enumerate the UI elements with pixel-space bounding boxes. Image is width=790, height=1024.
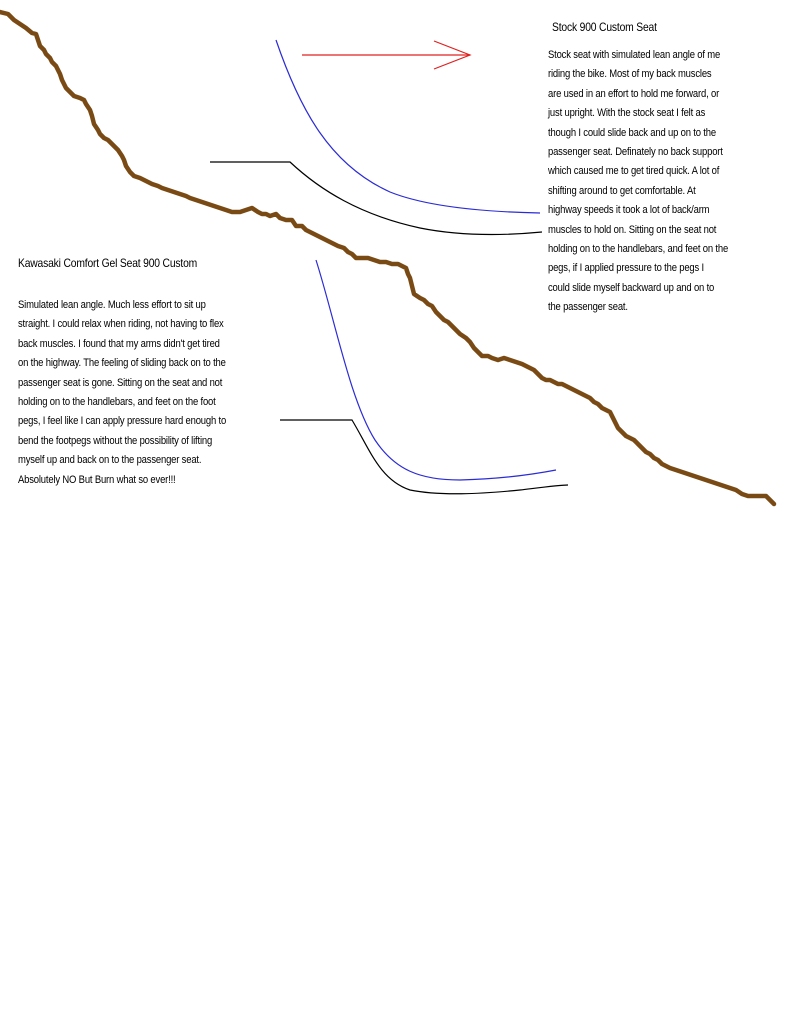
- direction-arrow: [302, 41, 470, 69]
- gel-seat-cushion-outline: [316, 260, 556, 480]
- gel-seat-title: Kawasaki Comfort Gel Seat 900 Custom: [18, 256, 198, 270]
- stock-seat-description: Stock seat with simulated lean angle of me riding the bike. Most of my back muscles are used in an effort to hold me forward, or just upright. With the stock seat I felt as though I could slide back and up on to the passenger seat. Definately no back support which caused me to get tired quick. A lot of shifting around to get comfortable. At highway speeds it took a lot of back/arm muscles to hold on. Sitting on the seat not holding on to the handlebars, and feet on the pegs, if I applied pressure to the pegs I could slide myself backward up and on to the passenger seat.: [548, 49, 729, 314]
- stock-seat-cushion-outline: [276, 40, 540, 213]
- gel-seat-description: Simulated lean angle. Much less effort to sit up straight. I could relax when riding, not having to flex back muscles. I found that my arms didn't get tired on the highway. The feeling of sliding back on to the passenger seat is gone. Sitting on the seat and not holding on to the handlebars, and feet on the foot pegs, I feel like I can apply pressure hard enough to bend the footpegs without the possibility of lifting myself up and back on to the passenger seat. Absolutely NO But Burn what so ever!!!: [18, 299, 227, 486]
- gel-seat-base-outline: [280, 420, 568, 494]
- stock-seat-base-outline: [210, 162, 542, 235]
- stock-seat-title: Stock 900 Custom Seat: [552, 20, 657, 34]
